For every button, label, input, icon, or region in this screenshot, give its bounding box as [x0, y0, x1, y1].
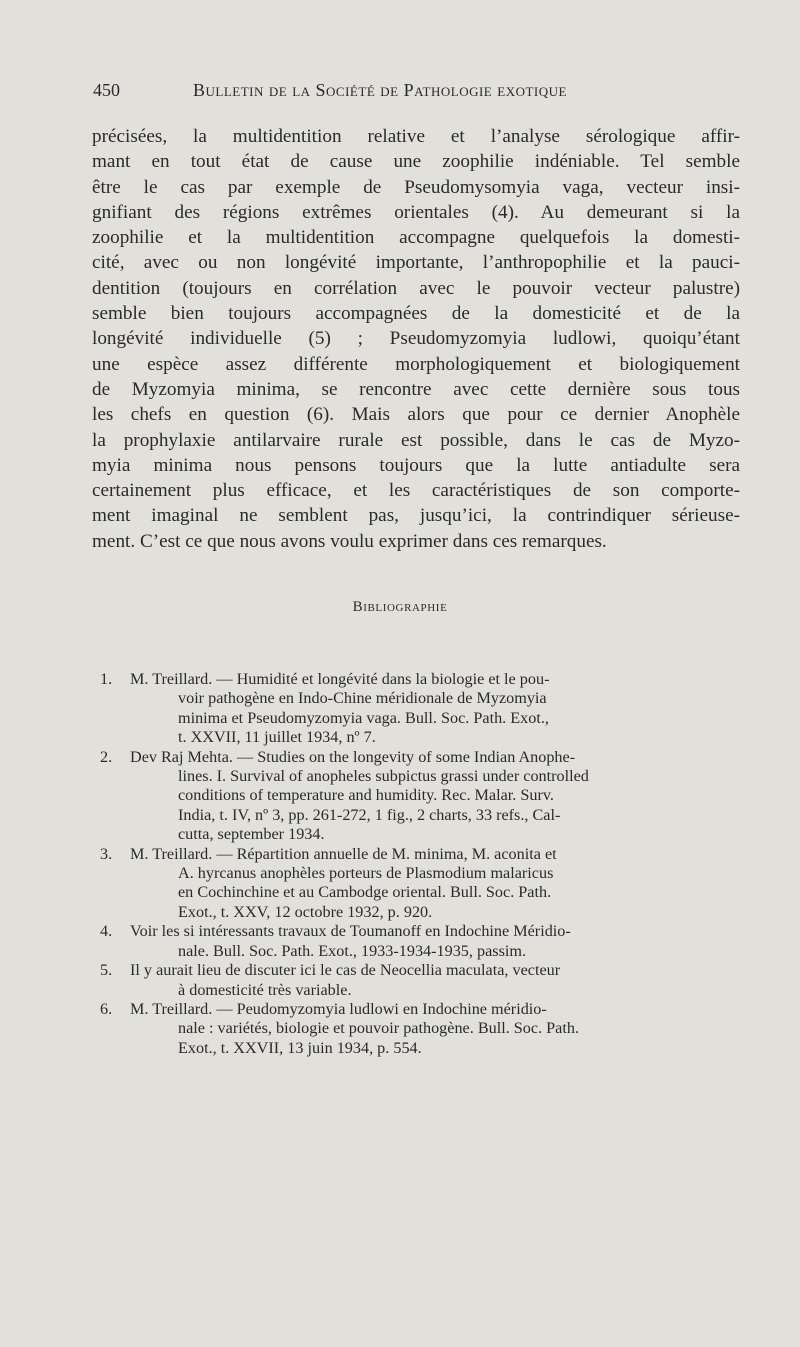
- bibliography-entry: [100, 670, 740, 748]
- body-line: gnifiant des régions extrêmes orientales (4). Au demeurant si la: [92, 201, 740, 223]
- body-line: semble bien toujours accompagnées de la domesticité et de la: [92, 303, 740, 325]
- body-line: longévité individuelle (5) ; Pseudomyzomyia ludlowi, quoiqu’étant: [92, 328, 740, 350]
- reference-number: 5.: [100, 961, 113, 980]
- reference-line: Exot., t. XXV, 12 octobre 1932, p. 920.: [178, 902, 433, 921]
- reference-number: 2.: [100, 747, 113, 766]
- reference-line: M. Treillard. — Humidité et longévité dans la biologie et le pou-: [130, 670, 550, 688]
- bibliography-entry: [100, 1000, 740, 1058]
- page-number: 450: [93, 80, 120, 100]
- running-title: Bulletin de la Société de Pathologie exotique: [193, 80, 567, 100]
- reference-line: minima et Pseudomyzomyia vaga. Bull. Soc. Path. Exot.,: [178, 708, 549, 727]
- body-line: ment. C’est ce que nous avons voulu exprimer dans ces remarques.: [92, 530, 607, 552]
- body-line: la prophylaxie antilarvaire rurale est possible, dans le cas de Myzo-: [92, 429, 740, 451]
- body-line: dentition (toujours en corrélation avec le pouvoir vecteur palustre): [92, 277, 740, 299]
- reference-line: Voir les si intéressants travaux de Toumanoff en Indochine Méridio-: [130, 922, 571, 941]
- body-line: zoophilie et la multidentition accompagne quelquefois la domesti-: [92, 227, 740, 249]
- reference-line: cutta, september 1934.: [178, 825, 325, 844]
- reference-line: voir pathogène en Indo-Chine méridionale de Myzomyia: [178, 689, 547, 708]
- reference-line: t. XXVII, 11 juillet 1934, nº 7.: [178, 728, 376, 747]
- body-line: myia minima nous pensons toujours que la lutte antiadulte sera: [92, 454, 740, 476]
- bibliography-entry: [100, 961, 740, 1000]
- reference-line: Exot., t. XXVII, 13 juin 1934, p. 554.: [178, 1038, 422, 1057]
- body-line: être le cas par exemple de Pseudomysomyia vaga, vecteur insi-: [92, 176, 740, 198]
- reference-line: nale : variétés, biologie et pouvoir pathogène. Bull. Soc. Path.: [178, 1019, 580, 1038]
- body-line: mant en tout état de cause une zoophilie indéniable. Tel semble: [92, 151, 740, 173]
- reference-number: 3.: [100, 844, 113, 863]
- reference-number: 1.: [100, 670, 113, 688]
- reference-number: 4.: [100, 922, 113, 941]
- reference-line: Dev Raj Mehta. — Studies on the longevity of some Indian Anophe-: [130, 747, 576, 766]
- body-line: certainement plus efficace, et les caractéristiques de son comporte-: [92, 480, 740, 502]
- reference-line: conditions of temperature and humidity. Rec. Malar. Surv.: [178, 786, 554, 805]
- reference-line: à domesticité très variable.: [178, 980, 352, 999]
- bibliography-heading: Bibliographie: [352, 599, 448, 615]
- bibliography-entry: [100, 845, 740, 923]
- bibliography-list: [100, 670, 740, 1058]
- bibliography-entry: [100, 748, 740, 845]
- body-line: les chefs en question (6). Mais alors que pour ce dernier Anophèle: [92, 404, 740, 426]
- body-line: de Myzomyia minima, se rencontre avec cette dernière sous tous: [92, 378, 740, 400]
- reference-line: M. Treillard. — Répartition annuelle de M. minima, M. aconita et: [130, 844, 557, 863]
- bibliography-entry: [100, 922, 740, 961]
- body-line: cité, avec ou non longévité importante, l’anthropophilie et la pauci-: [92, 252, 740, 274]
- body-line: précisées, la multidentition relative et l’analyse sérologique affir-: [92, 126, 740, 147]
- reference-line: India, t. IV, nº 3, pp. 261-272, 1 fig., 2 charts, 33 refs., Cal-: [178, 805, 561, 824]
- body-line: une espèce assez différente morphologiquement et biologiquement: [92, 353, 740, 375]
- reference-line: M. Treillard. — Peudomyzomyia ludlowi en Indochine méridio-: [130, 999, 547, 1018]
- body-line: ment imaginal ne semblent pas, jusqu’ici, la contrindiquer sérieuse-: [92, 505, 740, 527]
- reference-line: Il y aurait lieu de discuter ici le cas de Neocellia maculata, vecteur: [130, 961, 561, 980]
- reference-line: nale. Bull. Soc. Path. Exot., 1933-1934-1935, passim.: [178, 941, 527, 960]
- body-paragraph: [92, 124, 740, 554]
- reference-number: 6.: [100, 999, 113, 1018]
- reference-line: en Cochinchine et au Cambodge oriental. Bull. Soc. Path.: [178, 883, 552, 902]
- reference-line: A. hyrcanus anophèles porteurs de Plasmodium malaricus: [178, 864, 554, 883]
- reference-line: lines. I. Survival of anopheles subpictus grassi under controlled: [178, 767, 589, 786]
- running-header: [93, 80, 743, 110]
